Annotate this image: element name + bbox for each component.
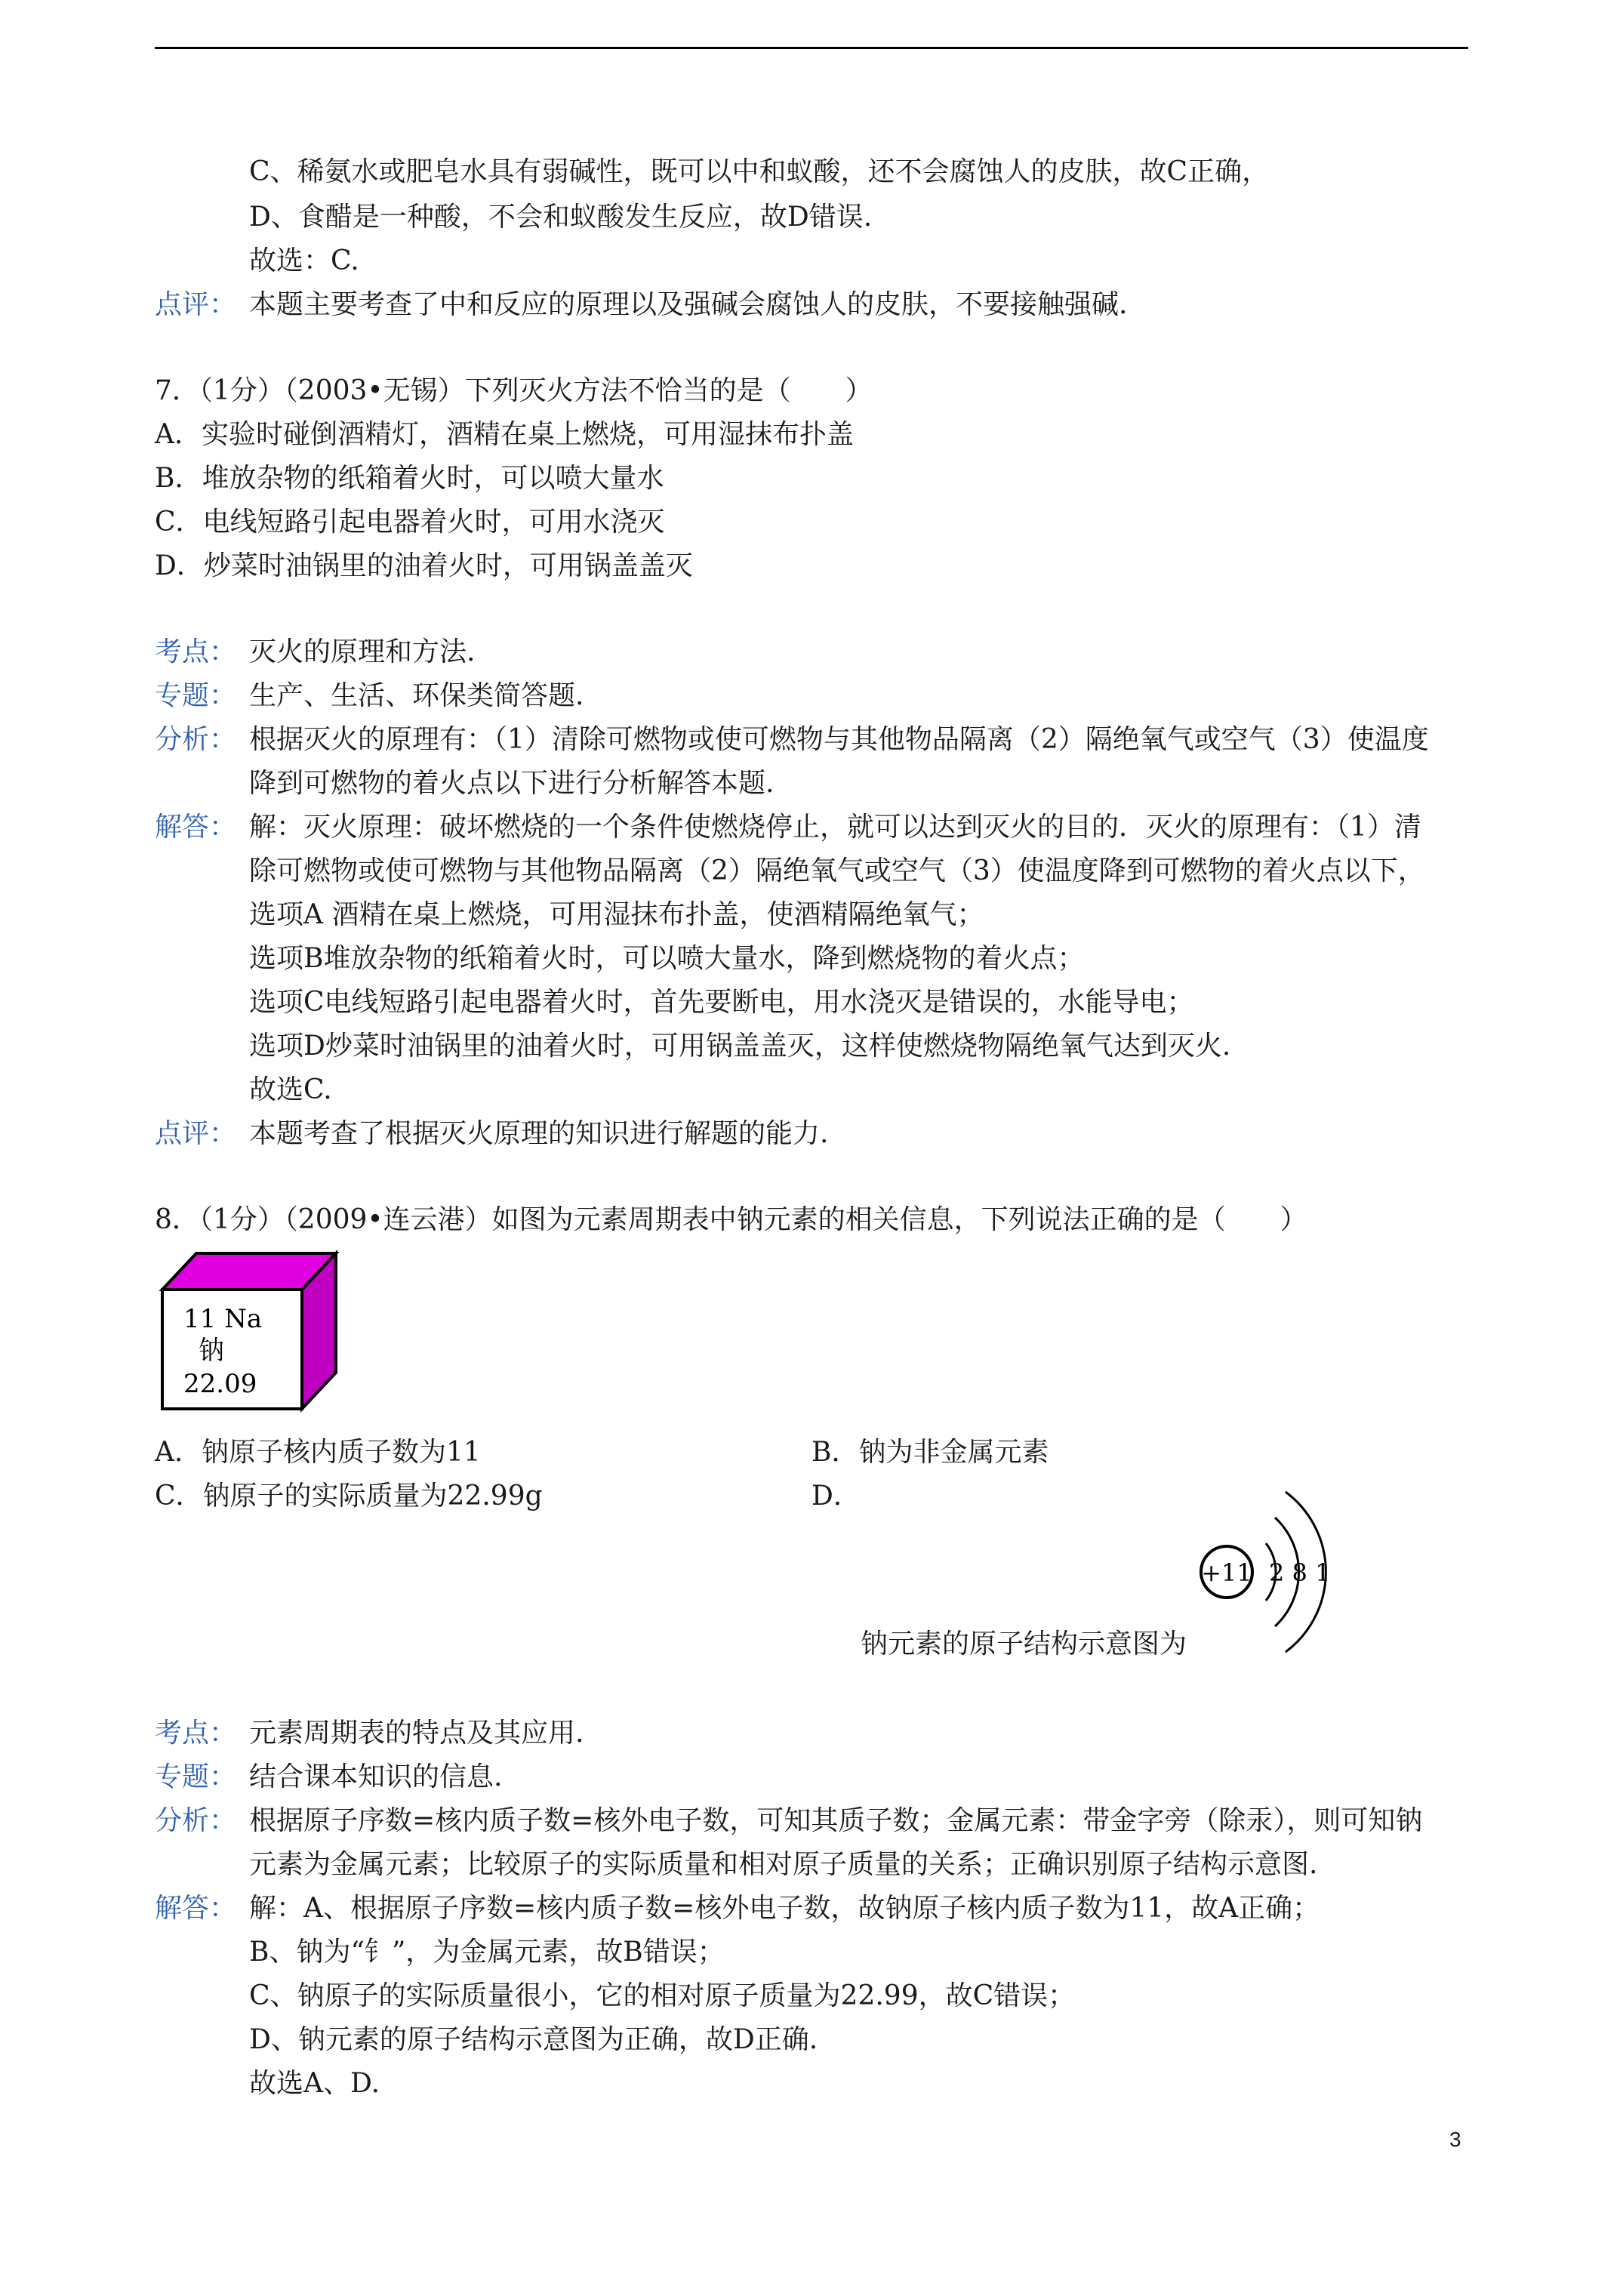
q8-option-d-caption: 钠元素的原子结构示意图为 bbox=[861, 1629, 1187, 1660]
q7-fenxi-line: 根据灭火的原理有：（1）清除可燃物或使可燃物与其他物品隔离（2）隔绝氧气或空气（3）使温度 bbox=[249, 724, 1429, 755]
q8-jieda-line: 故选A、D. bbox=[249, 2068, 380, 2099]
q8-jieda-line: 解：A、根据原子序数=核内质子数=核外电子数，故钠原子核内质子数为11，故A正确； bbox=[249, 1893, 1320, 1924]
q8-zhuanti: 结合课本知识的信息. bbox=[249, 1761, 503, 1792]
q7-jieda-line: 除可燃物或使可燃物与其他物品隔离（2）隔绝氧气或空气（3）使温度降到可燃物的着火点以下， bbox=[249, 855, 1425, 886]
q7-kaodian: 灭火的原理和方法. bbox=[249, 636, 476, 667]
q7-dianping-label: 点评： bbox=[155, 1118, 237, 1149]
q7-jieda-line: 选项C电线短路引起电器着火时，首先要断电，用水浇灭是错误的，水能导电； bbox=[249, 987, 1194, 1018]
q8-zhuanti-label: 专题： bbox=[155, 1761, 237, 1792]
header-rule bbox=[155, 47, 1468, 49]
q8-jieda-label: 解答： bbox=[155, 1893, 237, 1924]
q7-option-a: A．实验时碰倒酒精灯，酒精在桌上燃烧，可用湿抹布扑盖 bbox=[155, 419, 854, 450]
q7-jieda-line: 解：灭火原理：破坏燃烧的一个条件使燃烧停止，就可以达到灭火的目的．灭火的原理有：（1）清 bbox=[249, 812, 1421, 843]
atom-structure-diagram bbox=[1196, 1480, 1347, 1661]
element-tile-figure bbox=[155, 1246, 351, 1419]
q8-option-a: A．钠原子核内质子数为11 bbox=[155, 1437, 481, 1468]
q7-jieda-line: 选项B堆放杂物的纸箱着火时，可以喷大量水，降到燃烧物的着火点； bbox=[249, 943, 1085, 974]
element-mass: 22.09 bbox=[183, 1369, 257, 1399]
prev-option-d: D、食醋是一种酸，不会和蚁酸发生反应，故D错误. bbox=[249, 202, 873, 233]
q7-option-c: C．电线短路引起电器着火时，可用水浇灭 bbox=[155, 507, 665, 538]
q7-option-d: D．炒菜时油锅里的油着火时，可用锅盖盖灭 bbox=[155, 550, 693, 581]
page-number: 3 bbox=[1449, 2128, 1461, 2151]
element-number-symbol: 11 Na bbox=[183, 1304, 263, 1334]
q8-option-d: D． bbox=[812, 1481, 861, 1512]
q8-fenxi-line: 元素为金属元素；比较原子的实际质量和相对原子质量的关系；正确识别原子结构示意图. bbox=[249, 1849, 1318, 1880]
q7-stem: 7．（1分）（2003•无锡）下列灭火方法不恰当的是（ ） bbox=[155, 375, 873, 406]
q8-fenxi-label: 分析： bbox=[155, 1805, 237, 1836]
q8-jieda-line: D、钠元素的原子结构示意图为正确，故D正确. bbox=[249, 2024, 818, 2055]
q7-fenxi-label: 分析： bbox=[155, 724, 237, 755]
q7-kaodian-label: 考点： bbox=[155, 636, 237, 667]
q8-option-c: C．钠原子的实际质量为22.99g bbox=[155, 1481, 543, 1512]
q7-fenxi-line: 降到可燃物的着火点以下进行分析解答本题. bbox=[249, 768, 775, 799]
q7-jieda-line: 故选C. bbox=[249, 1074, 332, 1105]
q8-stem: 8．（1分）（2009•连云港）如图为元素周期表中钠元素的相关信息，下列说法正确的是（ ） bbox=[155, 1204, 1307, 1235]
q7-dianping: 本题考查了根据灭火原理的知识进行解题的能力. bbox=[249, 1118, 829, 1149]
prev-comment: 本题主要考查了中和反应的原理以及强碱会腐蚀人的皮肤，不要接触强碱. bbox=[249, 289, 1128, 320]
element-name: 钠 bbox=[199, 1336, 224, 1366]
atom-nucleus-charge: +11 bbox=[1201, 1558, 1252, 1587]
atom-electron-counts: 2 8 1 bbox=[1269, 1558, 1331, 1587]
q8-option-b: B．钠为非金属元素 bbox=[812, 1437, 1049, 1468]
q8-kaodian: 元素周期表的特点及其应用. bbox=[249, 1718, 584, 1749]
q8-kaodian-label: 考点： bbox=[155, 1718, 237, 1749]
q7-jieda-line: 选项D炒菜时油锅里的油着火时，可用锅盖盖灭，这样使燃烧物隔绝氧气达到灭火. bbox=[249, 1031, 1231, 1062]
prev-option-c: C、稀氨水或肥皂水具有弱碱性，既可以中和蚁酸，还不会腐蚀人的皮肤，故C正确， bbox=[249, 156, 1270, 187]
q7-jieda-label: 解答： bbox=[155, 812, 237, 843]
q7-option-b: B．堆放杂物的纸箱着火时，可以喷大量水 bbox=[155, 463, 664, 494]
q8-fenxi-line: 根据原子序数=核内质子数=核外电子数，可知其质子数；金属元素：带金字旁（除汞），则可知钠 bbox=[249, 1805, 1423, 1836]
q7-jieda-line: 选项A 酒精在桌上燃烧，可用湿抹布扑盖，使酒精隔绝氧气； bbox=[249, 899, 984, 930]
q8-jieda-line: C、钠原子的实际质量很小，它的相对原子质量为22.99，故C错误； bbox=[249, 1980, 1076, 2011]
prev-comment-label: 点评： bbox=[155, 289, 237, 320]
q7-zhuanti-label: 专题： bbox=[155, 680, 237, 711]
q8-jieda-line: B、钠为“钅”，为金属元素，故B错误； bbox=[249, 1937, 725, 1968]
q7-zhuanti: 生产、生活、环保类简答题. bbox=[249, 680, 584, 711]
prev-answer: 故选：C. bbox=[249, 245, 359, 276]
